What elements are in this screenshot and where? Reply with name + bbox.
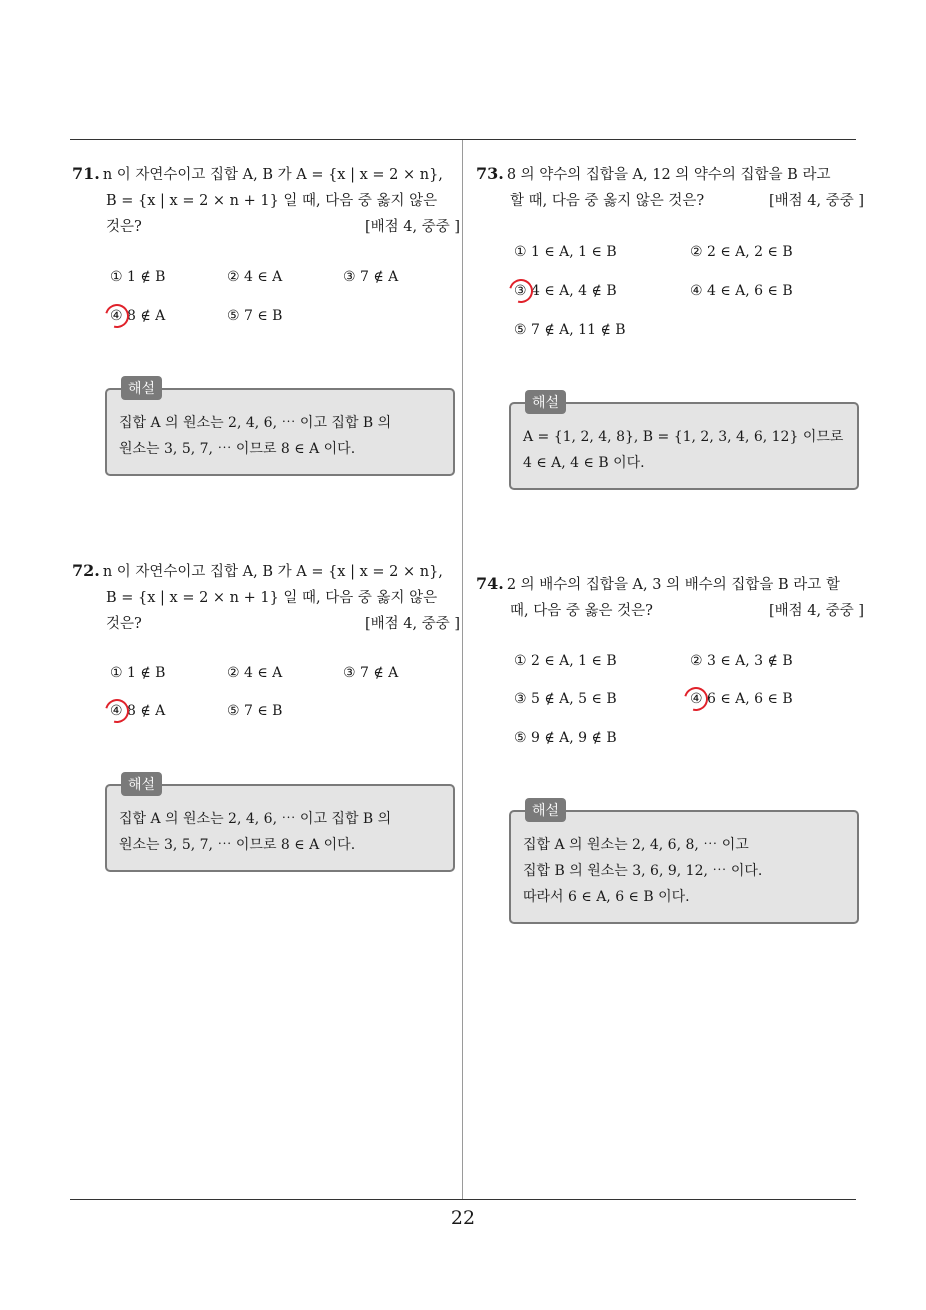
question-line: 때, 다음 중 옳은 것은? [배점 4, 중중 ]	[476, 598, 864, 624]
choice-2[interactable]: ② 4 ∈ A	[227, 269, 283, 285]
solution-box	[509, 395, 859, 490]
question-line: 72. n 이 자연수이고 집합 A, B 가 A = {x | x = 2 × n},	[72, 561, 443, 580]
choice-5[interactable]: ⑤ 7 ∈ B	[227, 703, 283, 719]
solution-line: 집합 A 의 원소는 2, 4, 6, ⋯ 이고 집합 B 의	[119, 811, 392, 827]
solution-line: A = {1, 2, 4, 8}, B = {1, 2, 3, 4, 6, 12} 이므로	[523, 429, 844, 445]
choice-2[interactable]: ② 4 ∈ A	[227, 665, 283, 681]
solution-tag: 해설	[525, 798, 566, 822]
answer-circle-mark	[505, 275, 538, 308]
choice-1[interactable]: ① 2 ∈ A, 1 ∈ B	[514, 653, 617, 669]
answer-circle-mark	[101, 300, 134, 333]
score-meta: [배점 4, 중중 ]	[768, 603, 864, 619]
solution-line: 4 ∈ A, 4 ∈ B 이다.	[523, 455, 645, 471]
question-line: 74. 2 의 배수의 집합을 A, 3 의 배수의 집합을 B 라고 할	[476, 574, 840, 593]
solution-line: 따라서 6 ∈ A, 6 ∈ B 이다.	[523, 889, 690, 905]
problem-73	[476, 161, 864, 214]
solution-body	[511, 404, 857, 488]
answer-circle-mark	[680, 683, 713, 716]
question-line: 것은? [배점 4, 중중 ]	[72, 611, 460, 637]
problem-number: 73.	[476, 164, 504, 183]
choice-3[interactable]: ③ 7 ∉ A	[343, 269, 399, 285]
solution-line: 집합 A 의 원소는 2, 4, 6, 8, ⋯ 이고	[523, 837, 749, 853]
question-line: B = {x | x = 2 × n + 1} 일 때, 다음 중 옳지 않은	[106, 590, 438, 606]
page-number: 22	[450, 1207, 476, 1229]
bottom-rule	[70, 1199, 856, 1200]
top-rule	[70, 139, 856, 140]
solution-line: 집합 A 의 원소는 2, 4, 6, ⋯ 이고 집합 B 의	[119, 415, 392, 431]
problem-number: 74.	[476, 574, 504, 593]
choice-3[interactable]: ③ 7 ∉ A	[343, 665, 399, 681]
choice-5[interactable]: ⑤ 9 ∉ A, 9 ∉ B	[514, 730, 617, 746]
solution-body	[107, 786, 453, 870]
question-line: B = {x | x = 2 × n + 1} 일 때, 다음 중 옳지 않은	[106, 193, 438, 209]
choice-2[interactable]: ② 3 ∈ A, 3 ∉ B	[690, 653, 793, 669]
question-line: 것은? [배점 4, 중중 ]	[72, 214, 460, 240]
column-divider	[462, 140, 463, 1200]
choice-5[interactable]: ⑤ 7 ∈ B	[227, 308, 283, 324]
choice-1[interactable]: ① 1 ∉ B	[110, 665, 166, 681]
solution-line: 원소는 3, 5, 7, ⋯ 이므로 8 ∈ A 이다.	[119, 837, 356, 853]
problem-72	[72, 558, 460, 637]
choice-4[interactable]: ④ 8 ∉ A	[110, 308, 166, 324]
problem-number: 72.	[72, 561, 100, 580]
score-meta: [배점 4, 중중 ]	[768, 193, 864, 209]
solution-tag: 해설	[121, 376, 162, 400]
question-line: 71. n 이 자연수이고 집합 A, B 가 A = {x | x = 2 × n},	[72, 164, 443, 183]
choice-1[interactable]: ① 1 ∉ B	[110, 269, 166, 285]
choice-5[interactable]: ⑤ 7 ∉ A, 11 ∉ B	[514, 322, 626, 338]
solution-tag: 해설	[525, 390, 566, 414]
question-line: 할 때, 다음 중 옳지 않은 것은? [배점 4, 중중 ]	[476, 188, 864, 214]
solution-tag: 해설	[121, 772, 162, 796]
score-meta: [배점 4, 중중 ]	[364, 219, 460, 235]
choice-4[interactable]: ④ 8 ∉ A	[110, 703, 166, 719]
solution-box	[105, 777, 455, 872]
choice-2[interactable]: ② 2 ∈ A, 2 ∈ B	[690, 244, 793, 260]
solution-line: 집합 B 의 원소는 3, 6, 9, 12, ⋯ 이다.	[523, 863, 763, 879]
problem-74	[476, 571, 864, 624]
solution-body	[107, 390, 453, 474]
question-line: 73. 8 의 약수의 집합을 A, 12 의 약수의 집합을 B 라고	[476, 164, 831, 183]
choice-4[interactable]: ④ 4 ∈ A, 6 ∈ B	[690, 283, 793, 299]
answer-circle-mark	[101, 695, 134, 728]
problem-number: 71.	[72, 164, 100, 183]
choice-3[interactable]: ③ 4 ∈ A, 4 ∉ B	[514, 283, 617, 299]
choice-4[interactable]: ④ 6 ∈ A, 6 ∈ B	[690, 691, 793, 707]
solution-box	[105, 381, 455, 476]
solution-body	[511, 812, 857, 922]
score-meta: [배점 4, 중중 ]	[364, 616, 460, 632]
choice-1[interactable]: ① 1 ∈ A, 1 ∈ B	[514, 244, 617, 260]
choice-3[interactable]: ③ 5 ∉ A, 5 ∈ B	[514, 691, 617, 707]
solution-line: 원소는 3, 5, 7, ⋯ 이므로 8 ∈ A 이다.	[119, 441, 356, 457]
solution-box	[509, 803, 859, 924]
problem-71	[72, 161, 460, 240]
